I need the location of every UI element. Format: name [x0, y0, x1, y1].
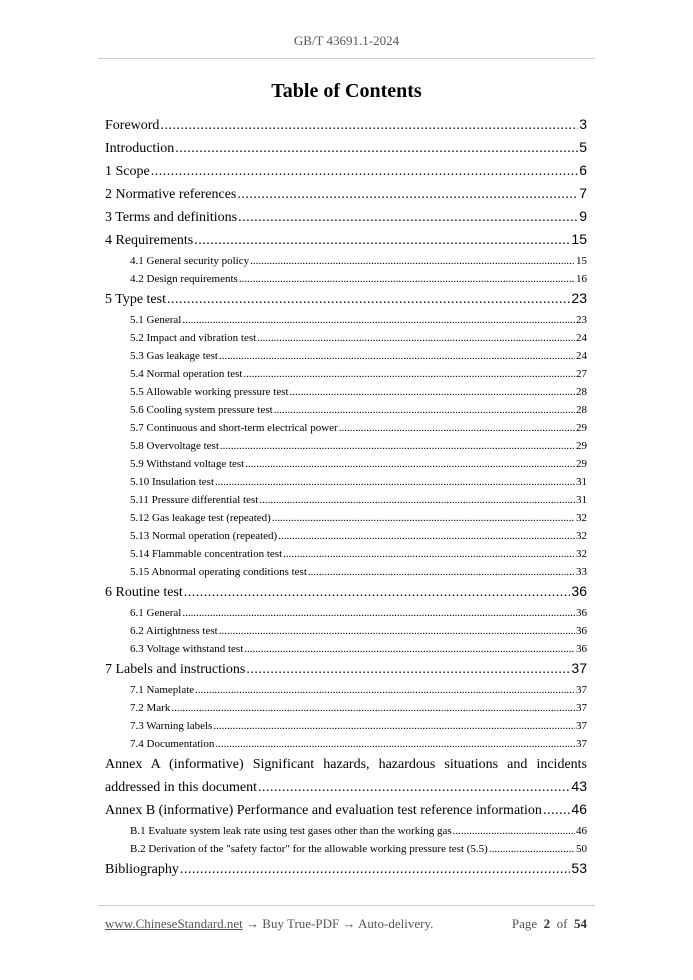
toc-entry-page: 36 — [576, 643, 587, 655]
dot-leader — [489, 840, 575, 858]
dot-leader — [180, 859, 571, 880]
toc-entry-page: 36 — [571, 583, 587, 599]
toc-entry-page: 32 — [576, 548, 587, 560]
dot-leader — [160, 115, 578, 136]
dot-leader — [258, 777, 570, 798]
arrow-icon: → — [342, 916, 356, 931]
toc-subentry[interactable] — [105, 419, 587, 437]
toc-entry-page: 3 — [579, 116, 587, 132]
toc-entry[interactable] — [105, 183, 587, 206]
toc-entry-page: 36 — [576, 607, 587, 619]
toc-entry-label: B.2 Derivation of the "safety factor" for the allowable working pressure test (5.5) — [130, 843, 488, 855]
toc-entry-label: 6.2 Airtightness test — [130, 625, 218, 637]
dot-leader — [238, 207, 578, 228]
toc-entry-page: 31 — [576, 476, 587, 488]
toc-entry-label: Bibliography — [105, 862, 179, 877]
toc-subentry[interactable] — [105, 735, 587, 753]
website-link[interactable]: www.ChineseStandard.net — [105, 916, 243, 931]
toc-entry[interactable] — [105, 858, 587, 881]
toc-entry-page: 28 — [576, 386, 587, 398]
toc-entry-label: 7.1 Nameplate — [130, 684, 195, 696]
toc-subentry[interactable] — [105, 383, 587, 401]
toc-entry-page: 6 — [579, 162, 587, 178]
toc-subentry[interactable] — [105, 822, 587, 840]
toc-entry-label: 7.3 Warning labels — [130, 720, 213, 732]
toc-entry-label: 2 Normative references — [105, 187, 237, 202]
toc-entry-label: 5.10 Insulation test — [130, 476, 215, 488]
header-divider — [98, 58, 595, 59]
toc-subentry[interactable] — [105, 563, 587, 581]
dot-leader — [167, 289, 570, 310]
dot-leader — [250, 252, 575, 270]
toc-entry-page: 36 — [576, 625, 587, 637]
toc-entry-label: 5 Type test — [105, 292, 166, 307]
dot-leader — [171, 699, 575, 717]
toc-entry-label: 7.2 Mark — [130, 702, 171, 714]
toc-entry-page: 29 — [576, 422, 587, 434]
dot-leader — [182, 604, 575, 622]
toc-entry-page: 32 — [576, 512, 587, 524]
toc-entry-label: 5.15 Abnormal operating conditions test — [130, 566, 307, 578]
toc-entry-label: 7.4 Documentation — [130, 738, 215, 750]
toc-entry-label: 3 Terms and definitions — [105, 210, 238, 225]
dot-leader — [274, 401, 575, 419]
dot-leader — [219, 347, 575, 365]
toc-entry[interactable] — [105, 288, 587, 311]
dot-leader — [308, 563, 575, 581]
dot-leader — [244, 640, 575, 658]
toc-entry-label-cont: addressed in this document — [105, 780, 258, 795]
toc-entry-label: 5.14 Flammable concentration test — [130, 548, 283, 560]
toc-subentry[interactable] — [105, 401, 587, 419]
table-of-contents — [105, 114, 587, 881]
toc-entry-label: 5.13 Normal operation (repeated) — [130, 530, 278, 542]
toc-entry-label: B.1 Evaluate system leak rate using test gases other than the working gas — [130, 825, 452, 837]
toc-subentry[interactable] — [105, 717, 587, 735]
toc-subentry[interactable] — [105, 455, 587, 473]
delivery-text: Auto-delivery. — [358, 916, 434, 931]
buy-text: Buy True-PDF — [262, 916, 340, 931]
dot-leader — [184, 582, 571, 603]
toc-entry-page: 37 — [571, 660, 587, 676]
dot-leader — [194, 230, 570, 251]
dot-leader — [272, 509, 575, 527]
toc-entry[interactable] — [105, 581, 587, 604]
toc-entry-label: Annex A (informative) Significant hazards, hazardous situations and incidents — [105, 757, 587, 772]
current-page: 2 — [543, 916, 551, 931]
toc-entry[interactable] — [105, 206, 587, 229]
toc-entry-page: 15 — [571, 231, 587, 247]
toc-entry-label: 4.2 Design requirements — [130, 273, 238, 285]
toc-entry-page: 31 — [576, 494, 587, 506]
dot-leader — [215, 735, 575, 753]
dot-leader — [243, 365, 575, 383]
dot-leader — [283, 545, 575, 563]
toc-entry-label: Annex B (informative) Performance and evaluation test reference information — [105, 803, 542, 818]
toc-entry-page: 24 — [576, 350, 587, 362]
toc-entry-page: 5 — [579, 139, 587, 155]
toc-entry-page: 32 — [576, 530, 587, 542]
toc-entry-page: 53 — [571, 860, 587, 876]
dot-leader — [213, 717, 575, 735]
page-label: Page — [511, 916, 538, 931]
toc-entry-label: Foreword — [105, 118, 160, 133]
toc-subentry[interactable] — [105, 640, 587, 658]
toc-entry-label: 5.6 Cooling system pressure test — [130, 404, 273, 416]
toc-entry-label: 5.8 Overvoltage test — [130, 440, 219, 452]
footer — [105, 916, 587, 932]
toc-entry-page: 33 — [576, 566, 587, 578]
toc-entry-page: 37 — [576, 684, 587, 696]
toc-subentry[interactable] — [105, 604, 587, 622]
toc-subentry[interactable] — [105, 699, 587, 717]
toc-entry[interactable] — [105, 137, 587, 160]
dot-leader — [195, 681, 575, 699]
dot-leader — [237, 184, 578, 205]
toc-entry[interactable] — [105, 799, 587, 822]
toc-entry-label: 1 Scope — [105, 164, 150, 179]
toc-entry-page: 46 — [571, 801, 587, 817]
dot-leader — [259, 491, 575, 509]
toc-subentry[interactable] — [105, 329, 587, 347]
of-label: of — [556, 916, 568, 931]
footer-promo — [105, 916, 433, 932]
dot-leader — [245, 455, 575, 473]
page-indicator — [512, 916, 587, 932]
dot-leader — [246, 659, 570, 680]
toc-entry-label: 5.4 Normal operation test — [130, 368, 243, 380]
toc-entry-label: 4 Requirements — [105, 233, 194, 248]
toc-entry-page: 28 — [576, 404, 587, 416]
dot-leader — [257, 329, 575, 347]
toc-entry-page: 29 — [576, 440, 587, 452]
toc-subentry[interactable] — [105, 681, 587, 699]
dot-leader — [278, 527, 575, 545]
dot-leader — [453, 822, 575, 840]
dot-leader — [219, 622, 575, 640]
toc-entry-label: 5.11 Pressure differential test — [130, 494, 259, 506]
toc-subentry[interactable] — [105, 840, 587, 858]
toc-entry-page: 23 — [571, 290, 587, 306]
dot-leader — [151, 161, 578, 182]
toc-entry-label: 5.5 Allowable working pressure test — [130, 386, 289, 398]
toc-entry-label: Introduction — [105, 141, 175, 156]
document-id-header: GB/T 43691.1-2024 — [293, 33, 400, 48]
toc-entry-page: 27 — [576, 368, 587, 380]
toc-subentry[interactable] — [105, 545, 587, 563]
arrow-icon: → — [246, 916, 260, 931]
dot-leader — [175, 138, 578, 159]
dot-leader — [339, 419, 575, 437]
toc-subentry[interactable] — [105, 365, 587, 383]
toc-entry-label: 5.7 Continuous and short-term electrical power — [130, 422, 338, 434]
toc-subentry[interactable] — [105, 473, 587, 491]
toc-entry-page: 24 — [576, 332, 587, 344]
toc-entry-page: 46 — [576, 825, 587, 837]
toc-entry-label: 5.3 Gas leakage test — [130, 350, 218, 362]
toc-entry[interactable] — [105, 658, 587, 681]
toc-entry[interactable] — [105, 160, 587, 183]
dot-leader — [290, 383, 575, 401]
toc-entry-page: 9 — [579, 208, 587, 224]
toc-entry[interactable] — [105, 229, 587, 252]
toc-entry-label: 5.1 General — [130, 314, 182, 326]
footer-divider — [98, 905, 595, 906]
toc-entry-label: 6.3 Voltage withstand test — [130, 643, 244, 655]
toc-subentry[interactable] — [105, 491, 587, 509]
dot-leader — [182, 311, 575, 329]
toc-entry-page: 7 — [579, 185, 587, 201]
toc-entry-label: 6 Routine test — [105, 585, 183, 600]
toc-entry-page: 16 — [576, 273, 587, 285]
toc-entry-page: 23 — [576, 314, 587, 326]
toc-entry-page: 37 — [576, 720, 587, 732]
toc-entry-label: 4.1 General security policy — [130, 255, 250, 267]
dot-leader — [220, 437, 575, 455]
toc-subentry[interactable] — [105, 311, 587, 329]
toc-subentry[interactable] — [105, 622, 587, 640]
toc-subentry[interactable] — [105, 252, 587, 270]
toc-subentry[interactable] — [105, 527, 587, 545]
total-pages: 54 — [574, 916, 587, 931]
toc-entry-page: 37 — [576, 702, 587, 714]
toc-entry-page: 37 — [576, 738, 587, 750]
dot-leader — [215, 473, 575, 491]
toc-entry-page: 50 — [576, 843, 587, 855]
toc-entry-page: 29 — [576, 458, 587, 470]
toc-subentry[interactable] — [105, 270, 587, 288]
toc-entry-page: 43 — [571, 778, 587, 794]
toc-entry[interactable] — [105, 753, 587, 799]
toc-entry-label: 6.1 General — [130, 607, 182, 619]
dot-leader — [543, 800, 570, 821]
toc-entry-page: 15 — [576, 255, 587, 267]
toc-subentry[interactable] — [105, 509, 587, 527]
page-title: Table of Contents — [271, 80, 422, 102]
toc-entry-label: 5.12 Gas leakage test (repeated) — [130, 512, 271, 524]
toc-subentry[interactable] — [105, 347, 587, 365]
dot-leader — [239, 270, 575, 288]
toc-subentry[interactable] — [105, 437, 587, 455]
toc-entry-label: 5.2 Impact and vibration test — [130, 332, 257, 344]
toc-entry-label: 7 Labels and instructions — [105, 662, 246, 677]
toc-entry-label: 5.9 Withstand voltage test — [130, 458, 245, 470]
toc-entry[interactable] — [105, 114, 587, 137]
